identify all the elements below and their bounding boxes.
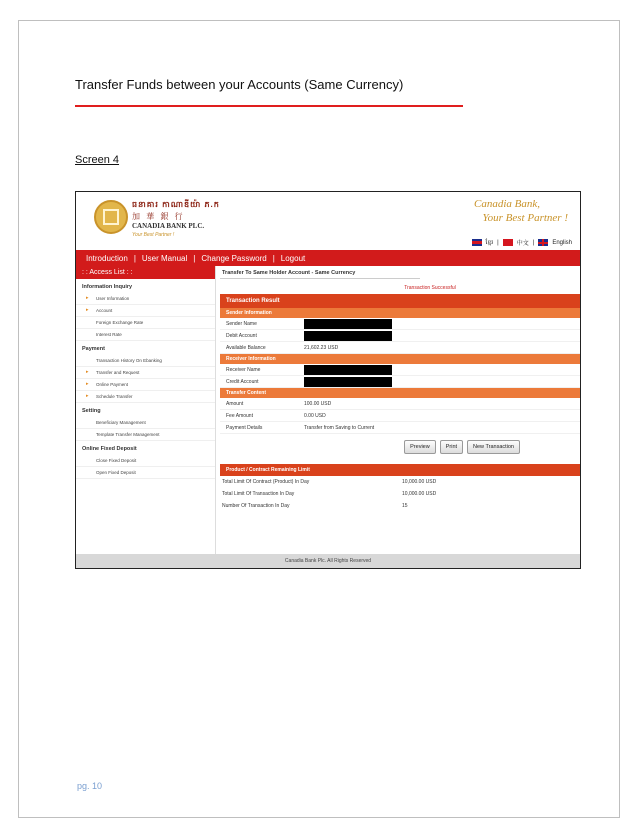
uk-flag-icon[interactable] [538, 239, 548, 246]
print-button[interactable]: Print [440, 440, 463, 454]
title-underline [75, 105, 463, 107]
limit-contract-value: 10,000.00 USD [402, 479, 437, 485]
credit-account-label: Credit Account [226, 378, 259, 385]
transaction-content [220, 266, 580, 554]
bank-motto-small: Your Best Partner ! [132, 232, 175, 238]
available-balance-value: 21,602.23 USD [304, 344, 339, 351]
sidebar-item-foreign-exchange-rate[interactable]: Foreign Exchange Rate [76, 317, 215, 329]
sidebar-item-interest-rate[interactable]: Interest Rate [76, 329, 215, 341]
limit-row [220, 488, 580, 500]
access-list-sidebar [76, 266, 216, 554]
sidebar-item-template-transfer-management[interactable]: Template Transfer Management [76, 429, 215, 441]
sidebar-item-beneficiary-management[interactable]: Beneficiary Management [76, 417, 215, 429]
sidebar-group-payment: Payment [82, 346, 105, 352]
bank-name-chinese: 加 華 銀 行 [132, 212, 185, 221]
transaction-result-header: Transaction Result [220, 294, 580, 308]
bank-screenshot [75, 191, 581, 569]
receiver-name-label: Receiver Name [226, 366, 261, 373]
lang-separator: | [497, 239, 499, 246]
bank-header [76, 192, 580, 250]
debit-account-row [220, 330, 580, 342]
nav-logout[interactable]: Logout [280, 253, 306, 263]
fee-label: Fee Amount [226, 412, 253, 419]
available-balance-row [220, 342, 580, 354]
bank-name-khmer: ធនាគារ កាណាឌីយ៉ា ភ.ក [132, 200, 220, 209]
limit-count-value: 15 [402, 503, 408, 509]
limit-row [220, 476, 580, 488]
sidebar-item-online-payment[interactable]: ▸ Online Payment [76, 379, 215, 391]
lang-chinese-link[interactable]: 中文 [516, 241, 529, 247]
amount-value: 100.00 USD [304, 400, 332, 407]
sidebar-item-transfer-and-request[interactable]: ▸ Transfer and Request [76, 367, 215, 379]
payment-details-label: Payment Details [226, 424, 263, 431]
redacted-debit-account [304, 331, 392, 341]
bank-slogan-line2: Your Best Partner ! [482, 212, 568, 224]
action-buttons [220, 434, 580, 458]
bank-name-english: CANADIA BANK PLC. [132, 222, 205, 230]
sidebar-item-user-information[interactable]: ▸ User Information [76, 293, 215, 305]
china-flag-icon[interactable] [503, 239, 513, 246]
limit-contract-label: Total Limit Of Contract (Product) In Day [222, 479, 310, 485]
language-switcher [472, 238, 572, 247]
lang-separator: | [532, 239, 535, 246]
document-title: Transfer Funds between your Accounts (Same Currency) [75, 77, 404, 92]
page-title: Transfer To Same Holder Account - Same Currency [220, 266, 420, 279]
new-transaction-button[interactable]: New Transaction [467, 440, 520, 454]
fee-row [220, 410, 580, 422]
receiver-name-row [220, 364, 580, 376]
redacted-credit-account [304, 377, 392, 387]
receiver-info-header: Receiver Information [220, 354, 580, 364]
limit-count-label: Number Of Transaction In Day [222, 503, 290, 509]
sidebar-item-account[interactable]: ▸ Account [76, 305, 215, 317]
fee-value: 0.00 USD [304, 412, 326, 419]
sidebar-header: : : Access List : : [76, 266, 215, 279]
screen-label: Screen 4 [75, 154, 120, 166]
sidebar-item-close-fixed-deposit[interactable]: Close Fixed Deposit [76, 455, 215, 467]
nav-change-password[interactable]: Change Password [201, 253, 267, 263]
bank-footer: Canadia Bank Plc. All Rights Reserved [76, 554, 580, 568]
redacted-sender-name [304, 319, 392, 329]
transfer-content-header: Transfer Content [220, 388, 580, 398]
main-nav [76, 250, 580, 266]
limit-transaction-value: 10,000.00 USD [402, 491, 437, 497]
redacted-receiver-name [304, 365, 392, 375]
document-page [18, 20, 620, 818]
nav-separator: | [193, 253, 196, 263]
status-message: Transaction Successful [404, 285, 456, 291]
page-number: pg. 10 [77, 781, 103, 791]
available-balance-label: Available Balance [226, 344, 266, 351]
cambodia-flag-icon[interactable] [472, 239, 482, 246]
preview-button[interactable]: Preview [404, 440, 436, 454]
sidebar-group-information-inquiry: Information Inquiry [82, 284, 133, 290]
sender-name-row [220, 318, 580, 330]
nav-separator: | [133, 253, 136, 263]
nav-user-manual[interactable]: User Manual [141, 253, 188, 263]
limit-transaction-label: Total Limit Of Transaction In Day [222, 491, 295, 497]
sidebar-group-setting: Setting [82, 408, 101, 414]
sender-info-header: Sender Information [220, 308, 580, 318]
nav-introduction[interactable]: Introduction [86, 253, 128, 263]
nav-separator: | [272, 253, 275, 263]
sidebar-item-open-fixed-deposit[interactable]: Open Fixed Deposit [76, 467, 215, 479]
sender-name-label: Sender Name [226, 320, 257, 327]
lang-khmer-link[interactable]: ខ្មែរ [485, 240, 494, 246]
sidebar-group-online-fixed-deposit: Online Fixed Deposit [82, 446, 137, 452]
payment-details-row [220, 422, 580, 434]
remaining-limit-header: Product / Contract Remaining Limit [220, 464, 580, 476]
sidebar-item-schedule-transfer[interactable]: ▸ Schedule Transfer [76, 391, 215, 403]
amount-label: Amount [226, 400, 244, 407]
bank-logo-icon [94, 200, 128, 234]
limit-row [220, 500, 580, 512]
payment-details-value: Transfer from Saving to Current [304, 424, 375, 431]
amount-row [220, 398, 580, 410]
sidebar-item-transaction-history[interactable]: Transaction History On Ebanking [76, 355, 215, 367]
credit-account-row [220, 376, 580, 388]
lang-english-link[interactable]: English [552, 239, 572, 246]
bank-slogan-line1: Canadia Bank, [474, 198, 540, 210]
debit-account-label: Debit Account [226, 332, 257, 339]
